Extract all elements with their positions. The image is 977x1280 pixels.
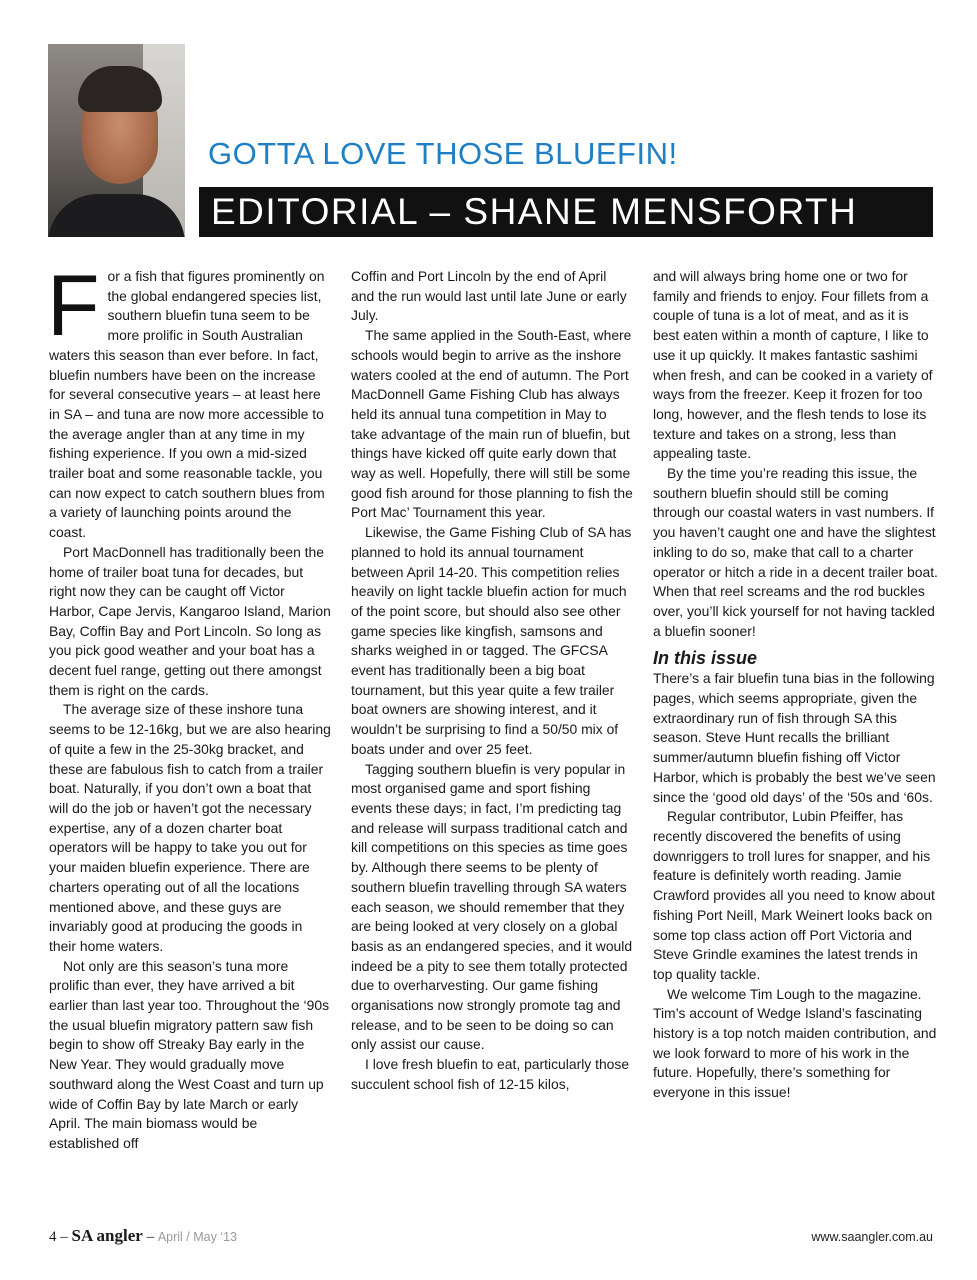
separator: – <box>60 1229 68 1245</box>
text-column-3 <box>653 267 938 1103</box>
paragraph: The same applied in the South-East, where schools would begin to arrive as the inshore waters cooled at the end of autumn. The Port MacDonnell Game Fishing Club has always held its annual tuna competition in May to take advantage of the main run of bluefin, but things have kicked off quite early down that way as well. Hopefully, there will still be some good fish around for those planning to fish the Port Mac’ Tournament this year. <box>351 327 633 521</box>
paragraph: Port MacDonnell has traditionally been the home of trailer boat tuna for decades, but right now they can be caught off Victor Harbor, Cape Jervis, Kangaroo Island, Marion Bay, Coffin Bay and Port Lincoln. So long as you pick good weather and your boat has a decent fuel range, getting out there amongst them is right on the cards. <box>49 543 331 698</box>
paragraph: Regular contributor, Lubin Pfeiffer, has recently discovered the benefits of using downriggers to troll lures for snapper, and his feature is definitely worth reading. Jamie Crawford provides all you need to know about fishing Port Neill, Mark Weinert looks back on some top class action off Port Victoria and Steve Grindle examines the latest trends in top quality tackle. <box>653 808 935 982</box>
paragraph: There’s a fair bluefin tuna bias in the following pages, which seems appropriate, given the extraordinary run of fish through SA this season. Steve Hunt recalls the brilliant summer/autumn bluefin fishing off Victor Harbor, which is probably the best we’ve seen since the ‘good old days’ of the ‘50s and ‘60s. <box>653 670 936 805</box>
paragraph: For a fish that figures prominently on the global endangered species list, southern bluefin tuna seem to be more prolific in South Australian waters this season than ever before. In fact, bluefin numbers have been on the increase for several consecutive years – at least here in SA – and tuna are now more accessible to the average angler than at any time in my fishing experience. If you own a mid-sized trailer boat and some reasonable tackle, you can now expect to catch southern blues from a variety of launching points around the coast. <box>47 258 325 541</box>
paragraph: Likewise, the Game Fishing Club of SA has planned to hold its annual tournament between April 14-20. This competition relies heavily on light tackle bluefin action for much of the point score, but should also see other game species like kingfish, samsons and sharks weighed in or tagged. The GFCSA event has traditionally been a big boat tournament, but this year quite a few trailer boat owners are showing interest, and it wouldn’t be surprising to find a 50/50 mix of boats under and over 25 feet. <box>351 524 632 757</box>
title-bar <box>199 187 933 237</box>
paragraph: We welcome Tim Lough to the magazine. Tim’s account of Wedge Island’s fascinating history is a top notch maiden contribution, and we look forward to more of his work in the future. Hopefully, there’s something for everyone in this issue! <box>653 985 937 1101</box>
paragraph: The average size of these inshore tuna seems to be 12-16kg, but we are also hearing of quite a few in the 25-30kg bracket, and these are fabulous fish to catch from a trailer boat. Naturally, if you don’t own a boat that will do the job or haven’t got the necessary expertise, any of a dozen charter boat operators will be happy to take you out for your maiden bluefin experience. There are charters operating out of all the locations mentioned above, and these guys are invariably good at producing the goods in their home waters. <box>49 701 331 954</box>
paragraph: I love fresh bluefin to eat, particularly those succulent school fish of 12-15 kilos, <box>351 1056 630 1092</box>
issue-date: April / May ‘13 <box>157 1230 238 1244</box>
paragraph: and will always bring home one or two for family and friends to enjoy. Four fillets from a couple of tuna is a lot of meat, and as it is best eaten within a month of capture, I like to use it up quickly. It makes fantastic sashimi when fresh, and can be cooked in a variety of ways from the freezer. Keep it frozen for too long, however, and the flesh tends to lose its texture and takes on a strong, less than appealing taste. <box>653 268 933 462</box>
paragraph: Not only are this season’s tuna more prolific than ever, they have arrived a bit earlier than last year too. Throughout the ‘90s the usual bluefin migratory pattern saw fish begin to show off Streaky Bay early in the New Year. They would gradually move southward along the West Coast and turn up wide of Coffin Bay by late March or early April. The main biomass would be established off <box>49 957 330 1151</box>
text-column-1 <box>47 258 331 1154</box>
article-subtitle: GOTTA LOVE THOSE BLUEFIN! <box>208 136 678 171</box>
magazine-name: SA angler <box>71 1226 143 1245</box>
website-url: www.saangler.com.au <box>811 1230 933 1244</box>
separator: – <box>146 1229 155 1245</box>
paragraph: By the time you’re reading this issue, the southern bluefin should still be coming through our coastal waters in vast numbers. If you haven’t caught one and have the slightest inkling to do so, make that call to a charter operator or hitch a ride in a decent trailer boat. When that reel screams and the rod buckles over, you’ll kick yourself for not having tackled a bluefin sooner! <box>653 465 938 639</box>
page-number: 4 <box>49 1229 57 1245</box>
text-column-2 <box>351 267 633 1095</box>
page-title: EDITORIAL – SHANE MENSFORTH <box>211 191 858 232</box>
footer-folio <box>49 1226 237 1246</box>
author-photo <box>48 44 185 237</box>
section-heading: In this issue <box>653 648 758 669</box>
photo-hair <box>78 66 162 112</box>
paragraph: Coffin and Port Lincoln by the end of April and the run would last until late June or early July. <box>351 268 627 324</box>
paragraph: Tagging southern bluefin is very popular in most organised game and sport fishing events these days; in fact, I’m predicting tag and release will surpass traditional catch and kill competitions on this species as time goes by. Although there seems to be plenty of southern bluefin travelling through SA waters each season, we should remember that they are being looked at very closely on a global basis as an endangered species, and it would indeed be a pity to see them totally protected due to overharvesting. Our game fishing organisations now strongly promote tag and release, and to be seen to be doing so can only assist our cause. <box>351 760 633 1053</box>
drop-cap: F <box>47 258 100 354</box>
